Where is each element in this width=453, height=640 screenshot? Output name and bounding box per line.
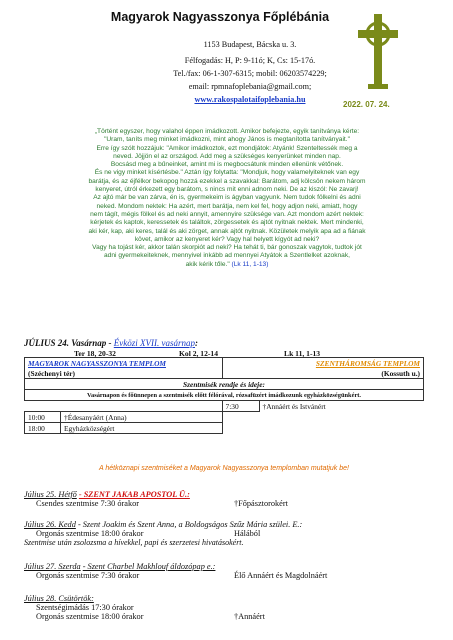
- gospel-quote: [12, 128, 442, 269]
- parish-title: Magyarok Nagyasszonya Főplébánia: [110, 10, 330, 24]
- reading-gospel: Lk 11, 1-13: [284, 349, 321, 358]
- day-header: Július 27. Szerda - Szent Charbel Makhlouf áldozópap e.:: [24, 562, 216, 571]
- mass-intention: Egyházközségért: [61, 423, 223, 434]
- mass-intention: †Édesanyáért (Anna): [61, 412, 223, 423]
- reading-second: Kol 2, 12-14: [179, 349, 219, 358]
- mass-time-right: 7:30: [222, 401, 259, 412]
- mass-intention: [61, 401, 223, 412]
- gospel-line: neved. Jöjjön el az országod. Add meg a szükséges kenyerünket minden nap.: [113, 152, 341, 160]
- gospel-line: neked. Mondom nektek: Ha azért, mert barátja, nem kel fel, hogy adjon neki, amiatt, hogy: [96, 202, 358, 210]
- rosary-note: Vasárnapon és főünnepen a szentmisék előtt félórával, rózsafüzért imádkozunk egyházközségünkért.: [25, 390, 424, 401]
- gospel-line: „Történt egyszer, hogy valahol éppen imádkozott. Amikor befejezte, egyik tanítványa kérte:: [94, 128, 360, 135]
- gospel-line: akik kérik tőle.": [185, 260, 230, 268]
- day-mass-line: [24, 603, 434, 612]
- adoration-label: Szentségimádás 17:30 órakor: [36, 603, 134, 612]
- sunday-date: JÚLIUS 24. Vasárnap: [24, 338, 107, 348]
- day-wednesday: [24, 562, 434, 580]
- day-mass-line: [24, 499, 434, 508]
- gospel-line: Bocsásd meg a bűneinket, amint mi is megbocsátunk minden ellenünk vétőnek.: [110, 161, 344, 169]
- table-row: [25, 358, 424, 369]
- gospel-line: követ, amikor az kenyeret kér? Vagy hal helyett kígyót ad neki?: [134, 235, 320, 243]
- mass-label: Csendes szentmise 7:30 órakor: [36, 499, 139, 508]
- mass-intention: Élő Annáért és Magdolnáért: [234, 571, 328, 580]
- mass-intention-right: [259, 423, 424, 434]
- mass-time-right: [222, 423, 259, 434]
- bulletin-date: 2022. 07. 24.: [343, 100, 390, 109]
- church-left-location: (Széchenyi tér): [25, 368, 223, 379]
- email-line: email: rpmnafoplebania@gmail.com;: [188, 82, 312, 91]
- day-mass-line: [24, 571, 434, 580]
- schedule-title: Szentmisék rendje és ideje:: [25, 379, 424, 390]
- mass-label: Orgonás szentmise 7:30 órakor: [36, 571, 140, 580]
- sunday-colon: :: [195, 338, 199, 348]
- gospel-last-line: [12, 261, 442, 269]
- phone-line: Tel./fax: 06-1-307-6315; mobil: 06203574229;: [173, 69, 327, 78]
- mass-time: [25, 401, 61, 412]
- gospel-line: adni gyermekeiteknek, mennyivel inkább ad mennyei Atyátok a Szentlelket azoknak,: [104, 252, 350, 260]
- table-row: [25, 412, 424, 423]
- mass-intention-right: †Annáért és Istvánért: [262, 401, 326, 411]
- mass-intention: †Főpásztorokért: [234, 499, 288, 508]
- mass-time-right: [222, 412, 259, 423]
- table-row: [25, 390, 424, 401]
- mass-intention: Hálából: [234, 529, 261, 538]
- day-mass-line: [24, 529, 434, 538]
- sunday-event: Évközi XVII. vasárnap: [113, 338, 196, 348]
- church-left-name: MAGYAROK NAGYASSZONYA TEMPLOM: [25, 358, 223, 369]
- gospel-line: nem tágít, mégis fölkel és ad neki annyit, amennyire szüksége van. Azt mondom azért nektek:: [90, 210, 364, 218]
- gospel-reference: (Lk 11, 1-13): [231, 260, 269, 268]
- gospel-line: aki kér, kap, aki keres, talál és aki zörget, annak ajtót nyitnak. Közületek melyik apa ad a fiának: [88, 227, 366, 235]
- weekday-note: A hétköznapi szentmiséket a Magyarok Nagyasszonya templomban mutatjuk be!: [99, 465, 349, 472]
- office-hours: Félfogadás: H, P: 9-11ó; K, Cs: 15-17ó.: [184, 56, 316, 65]
- gospel-line: Vagy ha tojást kér, akkor talán skorpiót ad neki? Ha tehát ti, bár gonoszak vagytok, tudtok jót: [92, 244, 362, 252]
- mass-time: 10:00: [25, 412, 61, 423]
- day-header: Július 25. Hétfő - SZENT JAKAB APOSTOL Ü.:: [24, 490, 190, 499]
- table-row: [25, 379, 424, 390]
- table-row: [25, 423, 424, 434]
- parish-address: 1153 Budapest, Bácska u. 3.: [203, 40, 297, 49]
- table-row: [25, 401, 424, 412]
- church-right-location: (Kossuth u.): [222, 368, 424, 379]
- day-header: Július 28. Csütörtök:: [24, 594, 94, 603]
- sunday-header: [24, 338, 198, 348]
- mass-intention-right: [259, 412, 424, 423]
- website-link[interactable]: www.rakospalotaifoplebania.hu: [194, 95, 306, 104]
- mass-schedule-table: [24, 357, 424, 434]
- mass-label: Orgonás szentmise 18:00 órakor: [36, 612, 144, 621]
- gospel-line: barátja, és az éjfélkor bekopog hozzá ezekkel a szavakkal: Barátom, adj kölcsön nekem három: [88, 177, 366, 185]
- sunday-separator: -: [106, 338, 114, 348]
- gospel-line: Erre így szólt hozzájuk: "Amikor imádkoztok, ezt mondjátok: Atyánk! Szenteltessék meg a: [96, 144, 358, 152]
- mass-label: Orgonás szentmise 18:00 órakor: [36, 529, 144, 538]
- table-row: [25, 368, 424, 379]
- day-thursday: [24, 594, 434, 621]
- mass-time: 18:00: [25, 423, 61, 434]
- gospel-line: kérjetek és kaptok, keressetek és találtok, zörgessetek és ajtót nyitnak nektek. Mert mindenki,: [90, 219, 364, 227]
- day-header: Július 26. Kedd - Szent Joakim és Szent Anna, a Boldogságos Szűz Mária szülei. E.:: [24, 520, 303, 529]
- gospel-line: És ne vigy minket kísértésbe." Aztán így folytatta: "Mondjuk, hogy valamelyiteknek van egy: [94, 169, 360, 177]
- church-right-name: SZENTHÁROMSÁG TEMPLOM: [222, 358, 424, 369]
- day-mass-line: [24, 612, 434, 621]
- reading-first: Ter 18, 20-32: [74, 349, 116, 358]
- day-tuesday: [24, 520, 434, 547]
- gospel-line: Az ajtó már be van zárva, én is, gyermekeim is ágyban vagyunk. Nem tudok fölkelni és adni: [93, 194, 361, 202]
- gospel-line: "Uram, taníts meg minket imádkozni, mint ahogy János is megtanította tanítványait.": [104, 136, 350, 144]
- day-extra: Szentmise után zsolozsma a hívekkel, papi és szerzetesi hivatásokért.: [24, 538, 244, 547]
- gospel-line: kenyeret, útról érkezett egy barátom, s nincs mit enni adnom neki. De az kiszól: Ne zavarj!: [95, 186, 359, 194]
- celtic-cross-icon: [354, 12, 402, 90]
- mass-intention: †Annáért: [234, 612, 265, 621]
- day-monday: [24, 490, 434, 508]
